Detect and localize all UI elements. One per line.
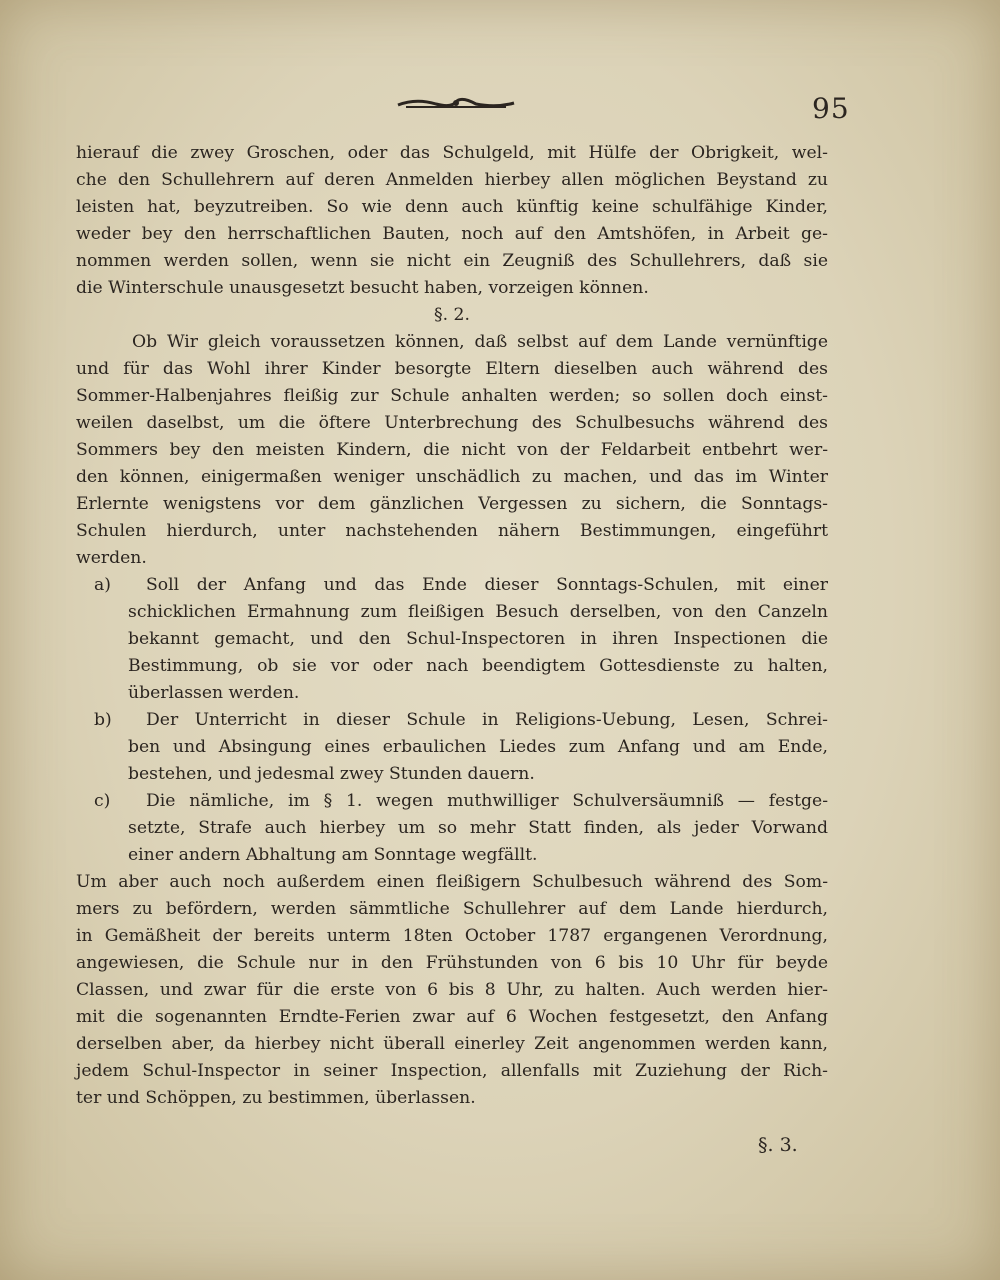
text-line: leisten hat, beyzutreiben. So wie denn auch künftig keine schulfähige Kinder, [76, 197, 828, 217]
text-line: überlassen werden. [128, 683, 300, 703]
body-text [76, 140, 828, 1112]
item-text: Soll der Anfang und das Ende dieser Sonntags-Schulen, mit einer [146, 575, 828, 595]
text-line: Erlernte wenigstens vor dem gänzlichen Vergessen zu sichern, die Sonntags- [76, 494, 828, 514]
text-line: setzte, Strafe auch hierbey um so mehr Statt finden, als jeder Vorwand [128, 818, 828, 838]
text-line: Sommer-Halbenjahres fleißig zur Schule anhalten werden; so sollen doch einst- [76, 386, 828, 406]
text-line: bekannt gemacht, und den Schul-Inspectoren in ihren Inspectionen die [128, 629, 828, 649]
text-line: mers zu befördern, werden sämmtliche Schullehrer auf dem Lande hierdurch, [76, 899, 828, 919]
text-line: Bestimmung, ob sie vor oder nach beendigtem Gottesdienste zu halten, [128, 656, 828, 676]
item-text: Der Unterricht in dieser Schule in Religions-Uebung, Lesen, Schrei- [146, 710, 828, 730]
text-line: hierauf die zwey Groschen, oder das Schulgeld, mit Hülfe der Obrigkeit, wel- [76, 143, 828, 163]
text-line: Sommers bey den meisten Kindern, die nicht von der Feldarbeit entbehrt wer- [76, 440, 828, 460]
item-label: b) [94, 710, 112, 730]
list-item-b [76, 707, 828, 734]
text-line: Schulen hierdurch, unter nachstehenden nähern Bestimmungen, eingeführt [76, 521, 828, 541]
text-line: werden. [76, 548, 147, 568]
text-line: Classen, und zwar für die erste von 6 bis 8 Uhr, zu halten. Auch werden hier- [76, 980, 828, 1000]
next-section-marker: §. 3. [758, 1134, 798, 1156]
text-line: in Gemäßheit der bereits unterm 18ten October 1787 ergangenen Verordnung, [76, 926, 828, 946]
paragraph-first-line: Ob Wir gleich voraussetzen können, daß selbst auf dem Lande vernünftige [132, 332, 828, 352]
text-line: che den Schullehrern auf deren Anmelden hierbey allen möglichen Beystand zu [76, 170, 828, 190]
text-line: den können, einigermaßen weniger unschädlich zu machen, und das im Winter [76, 467, 828, 487]
list-item-c [76, 788, 828, 815]
text-line: Um aber auch noch außerdem einen fleißigern Schulbesuch während des Som- [76, 872, 828, 892]
text-line: derselben aber, da hierbey nicht überall einerley Zeit angenommen werden kann, [76, 1034, 828, 1054]
item-label: a) [94, 575, 111, 595]
item-label: c) [94, 791, 111, 811]
text-line: weder bey den herrschaftlichen Bauten, noch auf den Amtshöfen, in Arbeit ge- [76, 224, 828, 244]
text-line: nommen werden sollen, wenn sie nicht ein Zeugniß des Schullehrers, daß sie [76, 251, 828, 271]
text-line: ben und Absingung eines erbaulichen Liedes zum Anfang und am Ende, [128, 737, 828, 757]
item-text: Die nämliche, im § 1. wegen muthwilliger Schulversäumniß — festge- [146, 791, 828, 811]
text-line: angewiesen, die Schule nur in den Frühstunden von 6 bis 10 Uhr für beyde [76, 953, 828, 973]
text-line: die Winterschule unausgesetzt besucht haben, vorzeigen können. [76, 278, 649, 298]
text-line: jedem Schul-Inspector in seiner Inspection, allenfalls mit Zuziehung der Rich- [76, 1061, 828, 1081]
section-heading: §. 2. [434, 305, 470, 325]
list-item-a [76, 572, 828, 599]
text-line: einer andern Abhaltung am Sonntage wegfällt. [128, 845, 538, 865]
page-number: 95 [812, 92, 850, 125]
text-line: ter und Schöppen, zu bestimmen, überlassen. [76, 1088, 476, 1108]
text-line: weilen daselbst, um die öftere Unterbrechung des Schulbesuchs während des [76, 413, 828, 433]
text-line: bestehen, und jedesmal zwey Stunden dauern. [128, 764, 535, 784]
header-ornament [396, 96, 516, 110]
text-line: und für das Wohl ihrer Kinder besorgte Eltern dieselben auch während des [76, 359, 828, 379]
text-line: schicklichen Ermahnung zum fleißigen Besuch derselben, von den Canzeln [128, 602, 828, 622]
text-line: mit die sogenannten Erndte-Ferien zwar auf 6 Wochen festgesetzt, den Anfang [76, 1007, 828, 1027]
